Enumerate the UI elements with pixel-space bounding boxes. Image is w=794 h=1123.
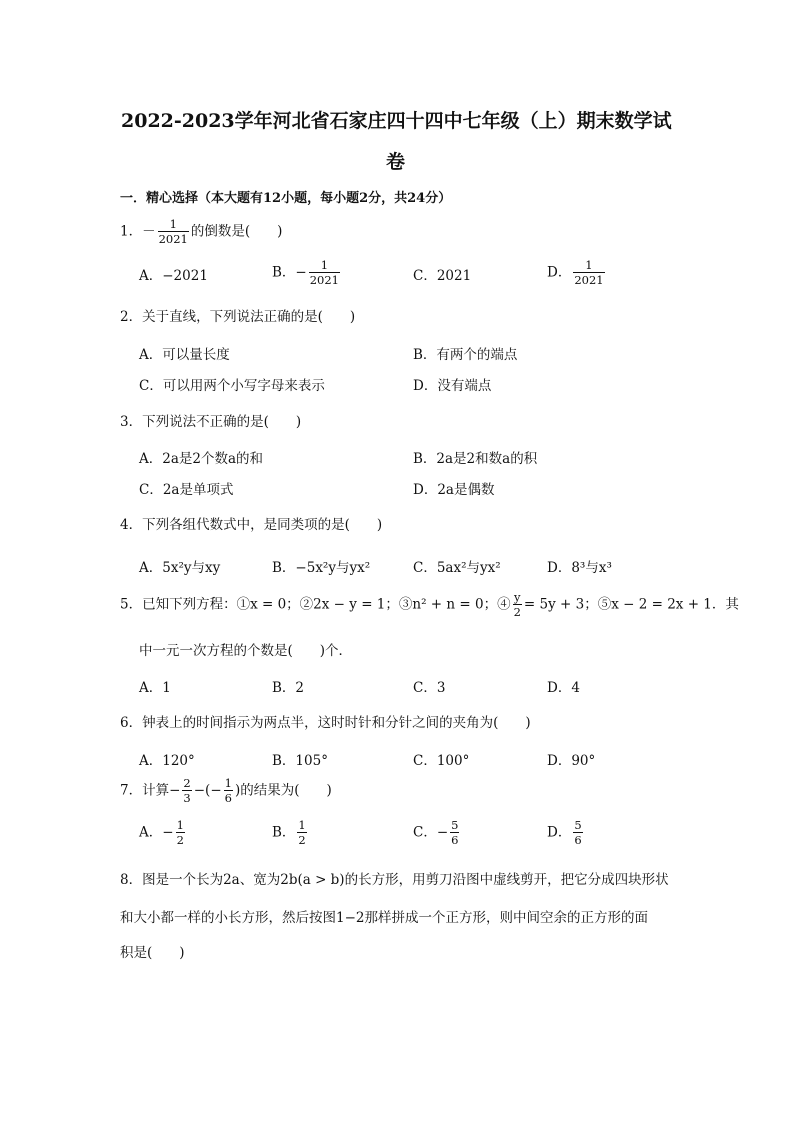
q5-option-a: A．1 [139,680,171,696]
q7-a-den: 2 [176,833,184,848]
section-heading: 一．精心选择（本大题有12小题，每小题2分，共24分） [120,191,452,206]
q1-d-fraction [573,258,604,288]
q6-option-d: D．90° [547,753,596,769]
q1-d-den: 2021 [574,273,604,288]
q7-option-a [139,818,187,848]
q7-d-fraction [573,818,582,848]
q7-option-d [547,818,585,848]
question-2: 2．关于直线，下列说法正确的是( ) [120,309,356,325]
question-3: 3．下列说法不正确的是( ) [120,414,302,430]
q2-option-d: D．没有端点 [413,378,492,394]
q1-number: 1． [120,223,143,240]
q3-option-d: D．2a是偶数 [413,482,495,498]
question-4: 4．下列各组代数式中，是同类项的是( ) [120,517,383,533]
question-8-line2: 和大小都一样的小长方形，然后按图1−2那样拼成一个正方形，则中间空余的正方形的面 [120,910,648,926]
q1-b-num: 1 [309,258,340,273]
question-6: 6．钟表上的时间指示为两点半，这时时针和分针之间的夹角为( ) [120,715,531,731]
q7-c-fraction [450,818,459,848]
q4-option-a: A．5x²y与xy [139,560,221,576]
q7-fraction-2 [224,776,233,806]
q1-b-den: 2021 [309,273,340,288]
q2-option-b: B．有两个的端点 [413,347,518,363]
q1-frac-den: 2021 [158,232,188,247]
q7-c-den: 6 [451,833,459,848]
q7-fraction-1 [182,776,191,806]
q7-f2-den: 6 [224,791,232,806]
q1-option-b [272,258,342,288]
q1-b-label: B． [272,264,296,281]
q4-option-c: C．5ax²与yx² [413,560,501,576]
q1-frac-num: 1 [158,217,189,232]
q4-option-b: B．−5x²y与yx² [272,560,371,576]
q7-b-den: 2 [298,833,306,848]
q7-a-fraction [176,818,185,848]
q5-text-a: 5．已知下列方程：①x = 0；②2x − y = 1；③n² + n = 0；④ [120,596,511,613]
q7-option-c [413,818,461,848]
q1-option-d [547,258,607,288]
question-1 [120,217,282,247]
q1-b-fraction [309,258,340,288]
q1-b-neg: − [295,264,307,281]
q7-mid: −(− [193,782,222,799]
question-5-line2: 中一元一次方程的个数是( )个． [139,643,353,659]
page-title-line2: 卷 [386,151,406,173]
question-8-line1: 8．图是一个长为2a、宽为2b(a > b)的长方形，用剪刀沿图中虚线剪开，把它分成四块形状 [120,872,669,888]
q7-f2-num: 1 [224,776,232,790]
q4-option-d: D．8³与x³ [547,560,612,576]
question-7 [120,776,332,806]
q5-text-b: = 5y + 3；⑤x − 2 = 2x + 1．其 [523,596,739,613]
q1-option-c: C．2021 [413,268,472,284]
q7-suffix: )的结果为( ) [234,782,332,799]
q3-option-c: C．2a是单项式 [139,482,234,498]
q5-frac-den: 2 [513,605,521,620]
q7-a-num: 1 [176,818,184,832]
question-5-line1 [120,590,739,620]
q7-d-label: D． [547,824,572,841]
q7-option-b [272,818,309,848]
q7-prefix: 7．计算− [120,782,181,799]
page-title-line1: 2022-2023学年河北省石家庄四十四中七年级（上）期末数学试 [121,110,672,132]
q3-option-a: A．2a是2个数a的和 [139,451,264,467]
q5-option-c: C．3 [413,680,446,696]
q7-a-label: A．− [139,824,174,841]
q7-f1-num: 2 [183,776,191,790]
q7-f1-den: 3 [183,791,191,806]
q7-d-den: 6 [574,833,582,848]
q2-option-c: C．可以用两个小写字母来表示 [139,378,325,394]
q1-d-label: D． [547,264,572,281]
q7-c-label: C．− [413,824,449,841]
q7-b-label: B． [272,824,296,841]
q7-d-num: 5 [574,818,582,832]
q1-d-num: 1 [573,258,604,273]
q6-option-c: C．100° [413,753,470,769]
q5-option-b: B．2 [272,680,305,696]
q5-fraction [513,590,522,620]
q5-frac-num: y [513,590,521,604]
q7-b-num: 1 [298,818,306,832]
q3-option-b: B．2a是2和数a的积 [413,451,538,467]
q1-fraction [158,217,189,247]
q2-option-a: A．可以量长度 [139,347,230,363]
q1-option-a: A．−2021 [139,268,208,284]
q6-option-b: B．105° [272,753,328,769]
q5-option-d: D．4 [547,680,580,696]
q6-option-a: A．120° [139,753,195,769]
q7-c-num: 5 [451,818,459,832]
q1-suffix: 的倒数是( ) [190,223,283,240]
q1-neg: － [142,223,156,240]
q7-b-fraction [297,818,306,848]
question-8-line3: 积是( ) [120,945,185,961]
